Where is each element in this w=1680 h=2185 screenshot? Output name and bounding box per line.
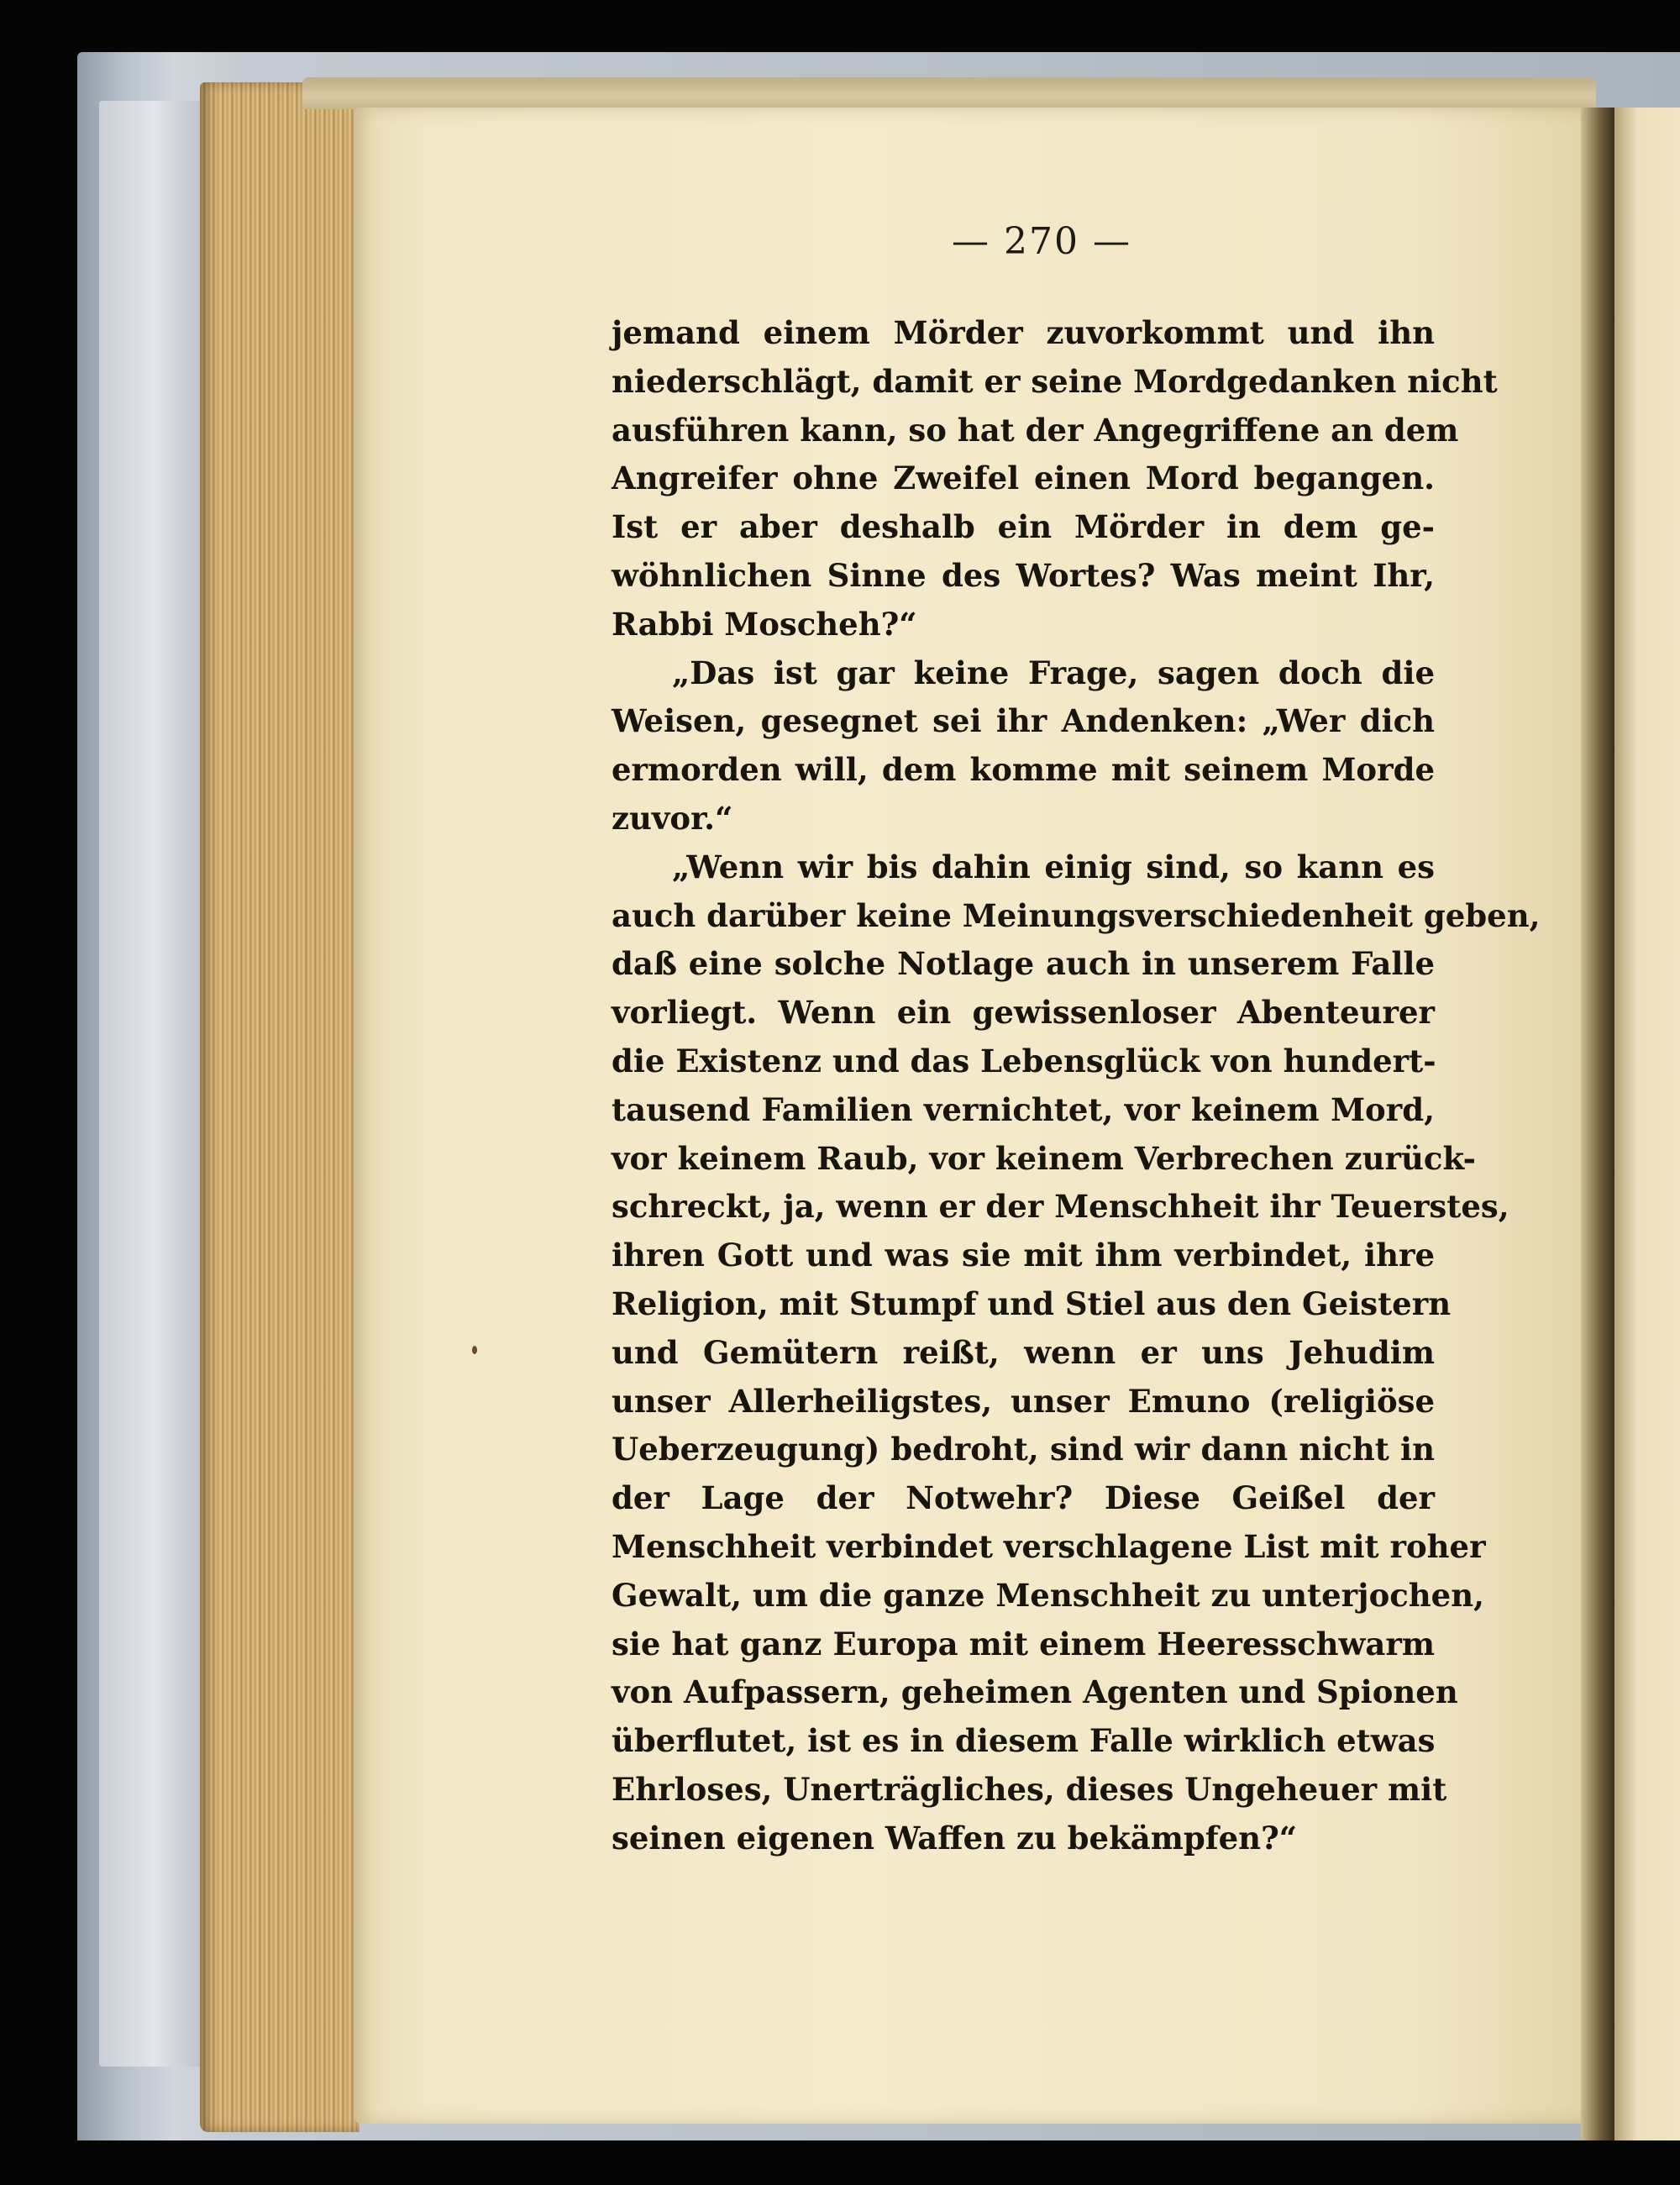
text-line: wöhnlichen Sinne des Wortes? Was meint Ihr,	[612, 556, 1435, 594]
book-gutter	[1581, 108, 1614, 2140]
ink-speck	[472, 1346, 477, 1354]
text-line: jemand einem Mörder zuvorkommt und ihn	[612, 314, 1435, 351]
text-line: Religion, mit Stumpf und Stiel aus den Geistern	[612, 1284, 1452, 1322]
text-line: ihren Gott und was sie mit ihm verbindet, ihre	[612, 1237, 1435, 1274]
text-line: „Wenn wir bis dahin einig sind, so kann es	[672, 848, 1435, 885]
text-line: Angreifer ohne Zweifel einen Mord begangen.	[612, 460, 1435, 497]
text-line: Rabbi Moscheh?“	[612, 605, 917, 643]
text-line: unser Allerheiligstes, unser Emuno (religiöse	[612, 1382, 1435, 1420]
text-line: sie hat ganz Europa mit einem Heeresschwarm	[612, 1625, 1435, 1662]
text-line: vorliegt. Wenn ein gewissenloser Abenteurer	[612, 994, 1435, 1032]
text-line: Ueberzeugung) bedroht, sind wir dann nicht in	[612, 1431, 1435, 1468]
text-line: Ist er aber deshalb ein Mörder in dem ge-	[612, 508, 1435, 546]
text-line: der Lage der Notwehr? Diese Geißel der	[612, 1479, 1435, 1517]
text-line: ausführen kann, so hat der Angegriffene an dem	[612, 411, 1459, 449]
text-line: auch darüber keine Meinungsverschiedenheit geben,	[612, 896, 1541, 934]
text-line: überflutet, ist es in diesem Falle wirklich etwas	[612, 1722, 1436, 1760]
text-line: ermorden will, dem komme mit seinem Morde	[612, 751, 1435, 789]
page-text	[612, 309, 1541, 1863]
text-line: Weisen, gesegnet sei ihr Andenken: „Wer dich	[612, 702, 1435, 740]
text-line: niederschlägt, damit er seine Mordgedanken nicht	[612, 362, 1498, 400]
facing-page-edge	[1614, 108, 1680, 2140]
page-edges-left	[200, 82, 360, 2132]
text-line: Menschheit verbindet verschlagene List mit roher	[612, 1527, 1486, 1565]
text-line: die Existenz und das Lebensglück von hundert-	[612, 1042, 1436, 1079]
text-line: Gewalt, um die ganze Menschheit zu unterjochen,	[612, 1576, 1484, 1614]
text-line: tausend Familien vernichtet, vor keinem Mord,	[612, 1090, 1435, 1128]
page-edges-top	[302, 77, 1596, 109]
text-line: zuvor.“	[612, 799, 733, 837]
page-number: — 270 —	[952, 220, 1131, 263]
text-line: Ehrloses, Unerträgliches, dieses Ungeheuer mit	[612, 1770, 1447, 1808]
text-line: seinen eigenen Waffen zu bekämpfen?“	[612, 1819, 1298, 1857]
text-line: „Das ist gar keine Frage, sagen doch die	[672, 654, 1435, 691]
cover-fold	[99, 101, 208, 2067]
text-line: daß eine solche Notlage auch in unserem Falle	[612, 945, 1435, 983]
text-line: schreckt, ja, wenn er der Menschheit ihr Teuerstes,	[612, 1188, 1509, 1226]
text-line: und Gemütern reißt, wenn er uns Jehudim	[612, 1333, 1435, 1371]
text-line: vor keinem Raub, vor keinem Verbrechen zurück-	[612, 1139, 1476, 1177]
text-line: von Aufpassern, geheimen Agenten und Spionen	[612, 1673, 1458, 1711]
background-bottom	[77, 2140, 1680, 2185]
